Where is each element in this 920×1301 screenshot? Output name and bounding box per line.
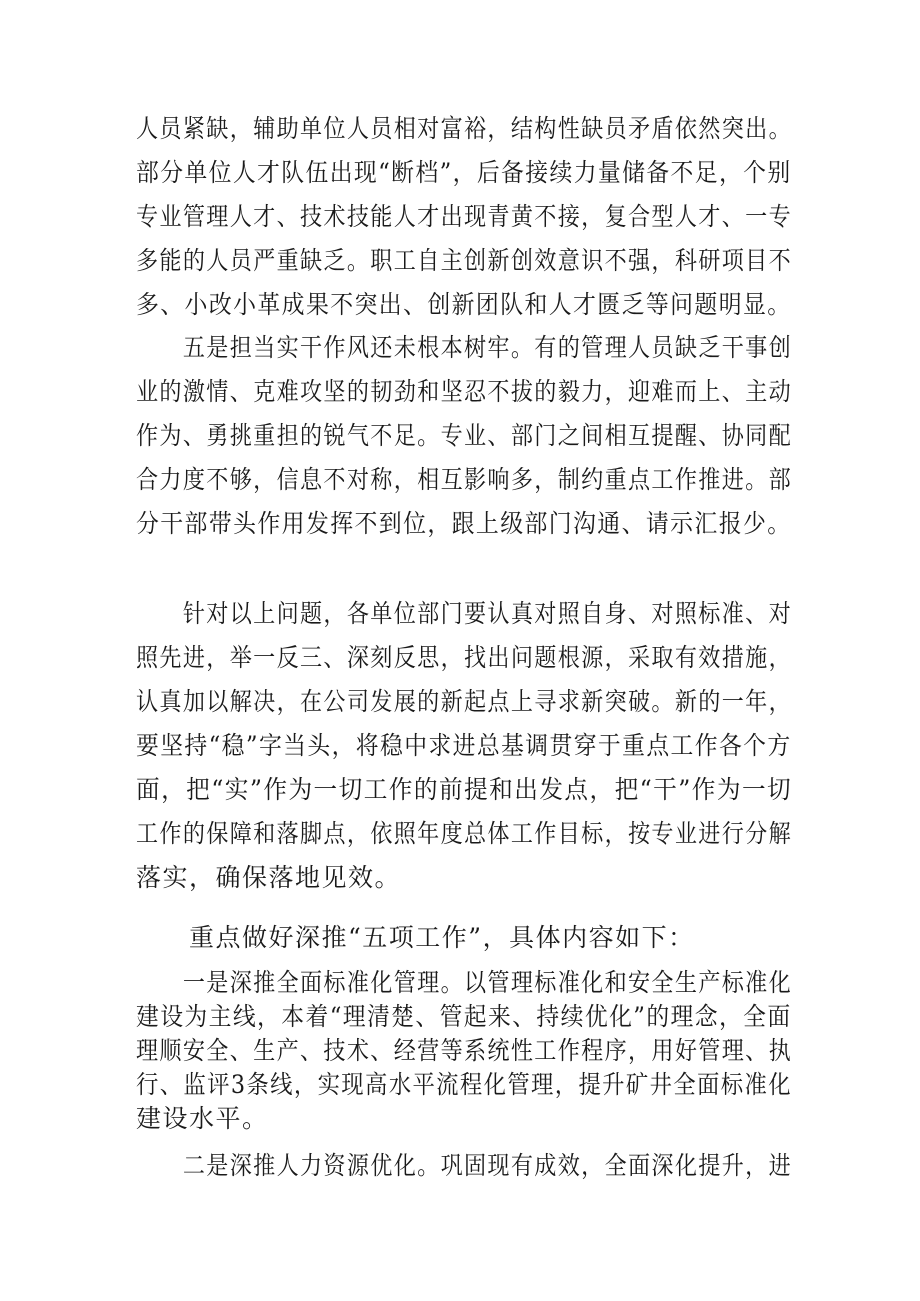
text-line: 工作的保障和落脚点，依照年度总体工作目标，按专业进行分解 xyxy=(136,819,793,848)
text-line: 多、小改小革成果不突出、创新团队和人才匮乏等问题明显。 xyxy=(136,290,792,319)
paragraph-human-resources xyxy=(136,1144,792,1188)
text-line: 面，把“实”作为一切工作的前提和出发点，把“干”作为一切 xyxy=(136,775,793,804)
text-line: 照先进，举一反三、深刻反思，找出问题根源，采取有效措施， xyxy=(136,643,793,672)
paragraph-five-tasks-intro xyxy=(136,916,792,960)
text-line: 合力度不够，信息不对称，相互影响多，制约重点工作推进。部 xyxy=(136,465,793,494)
text-line: 专业管理人才、技术技能人才出现青黄不接，复合型人才、一专 xyxy=(136,202,793,231)
text-line: 重点做好深推“五项工作”，具体内容如下： xyxy=(136,923,695,952)
text-line: 二是深推人力资源优化。巩固现有成效，全面深化提升，进 xyxy=(136,1151,793,1180)
text-line: 一是深推全面标准化管理。以管理标准化和安全生产标准化 xyxy=(136,968,793,997)
paragraph-countermeasures xyxy=(136,592,792,900)
text-line: 分干部带头作用发挥不到位，跟上级部门沟通、请示汇报少。 xyxy=(136,509,792,538)
text-line: 作为、勇挑重担的锐气不足。专业、部门之间相互提醒、协同配 xyxy=(136,421,793,450)
text-line: 认真加以解决，在公司发展的新起点上寻求新突破。新的一年， xyxy=(136,687,793,716)
text-line: 针对以上问题，各单位部门要认真对照自身、对照标准、对 xyxy=(136,599,793,628)
text-line: 理顺安全、生产、技术、经营等系统性工作程序，用好管理、执 xyxy=(136,1036,793,1065)
paragraph-staffing-shortage xyxy=(136,107,792,327)
text-line: 人员紧缺，辅助单位人员相对富裕，结构性缺员矛盾依然突出。 xyxy=(136,114,793,143)
text-line: 五是担当实干作风还未根本树牢。有的管理人员缺乏干事创 xyxy=(136,333,793,362)
text-line: 建设水平。 xyxy=(136,1104,269,1133)
text-line: 业的激情、克难攻坚的韧劲和坚忍不拔的毅力，迎难而上、主动 xyxy=(136,377,793,406)
text-line: 落实，确保落地见效。 xyxy=(136,863,402,892)
text-line: 要坚持“稳”字当头，将稳中求进总基调贯穿于重点工作各个方 xyxy=(136,731,792,760)
paragraph-standardization xyxy=(136,966,792,1136)
text-line: 部分单位人才队伍出现“断档”，后备接续力量储备不足，个别 xyxy=(136,158,792,187)
paragraph-point-five xyxy=(136,326,792,546)
text-line: 建设为主线，本着“理清楚、管起来、持续优化”的理念，全面 xyxy=(136,1002,792,1031)
text-line: 多能的人员严重缺乏。职工自主创新创效意识不强，科研项目不 xyxy=(136,246,793,275)
text-line: 行、监评3条线，实现高水平流程化管理，提升矿井全面标准化 xyxy=(136,1070,792,1099)
